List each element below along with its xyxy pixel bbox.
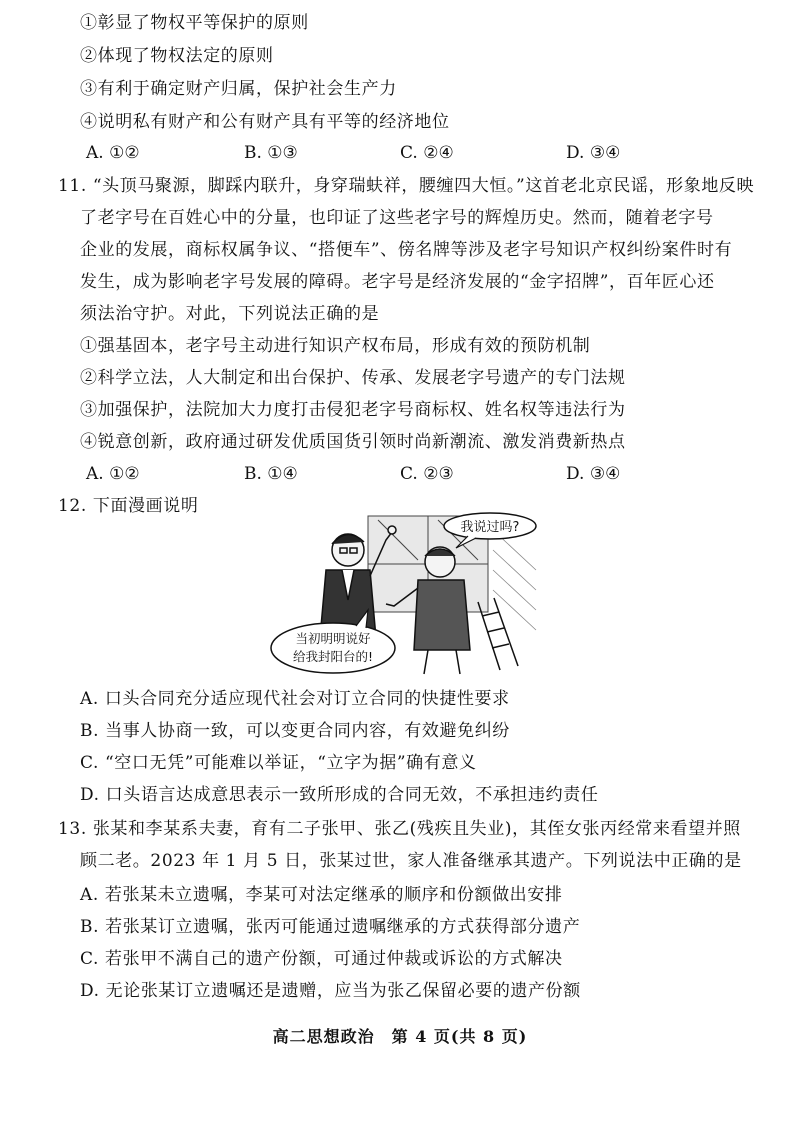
q10-statement-3: ③有利于确定财产归属，保护社会生产力 [80,79,397,99]
q10-option-c: C. ②④ [400,143,454,163]
q13-option-c: C. 若张甲不满自己的遗产份额，可通过仲裁或诉讼的方式解决 [80,949,563,969]
q11-stem-line-5: 须法治守护。对此，下列说法正确的是 [80,304,380,324]
q11-stem-line-3: 企业的发展，商标权属争议、“搭便车”、傍名牌等涉及老字号知识产权纠纷案件时有 [80,240,733,260]
q11-option-d: D. ③④ [566,464,621,484]
q13-option-d: D. 无论张某订立遗嘱还是遗赠，应当为张乙保留必要的遗产份额 [80,981,581,1001]
q10-statement-1: ①彰显了物权平等保护的原则 [80,13,309,33]
q12-option-a: A. 口头合同充分适应现代社会对订立合同的快捷性要求 [80,689,510,709]
page-footer: 高二思想政治 第 4 页(共 8 页) [272,1027,528,1046]
q11-option-a: A. ①② [86,464,140,484]
q13-option-a: A. 若张某未立遗嘱，李某可对法定继承的顺序和份额做出安排 [80,885,563,905]
q10-option-d: D. ③④ [566,143,621,163]
comic-bubble-bottom-line1: 当初明明说好 [295,631,371,646]
q11-stem-line-2: 了老字号在百姓心中的分量，也印证了这些老字号的辉煌历史。然而，随着老字号 [80,208,714,228]
q12-option-d: D. 口头语言达成意思表示一致所形成的合同无效，不承担违约责任 [80,785,599,805]
q10-option-a: A. ①② [86,143,140,163]
q10-statement-4: ④说明私有财产和公有财产具有平等的经济地位 [80,112,450,132]
q11-statement-2: ②科学立法，人大制定和出台保护、传承、发展老字号遗产的专门法规 [80,368,626,388]
q11-statement-1: ①强基固本，老字号主动进行知识产权布局，形成有效的预防机制 [80,336,591,356]
q11-option-b: B. ①④ [244,464,298,484]
comic-bubble-bottom-line2: 给我封阳台的! [292,649,374,664]
q13-option-b: B. 若张某订立遗嘱，张丙可能通过遗嘱继承的方式获得部分遗产 [80,917,581,937]
q12-option-c: C. “空口无凭”可能难以举证，“立字为据”确有意义 [80,753,477,773]
q11-statement-3: ③加强保护，法院加大力度打击侵犯老字号商标权、姓名权等违法行为 [80,400,626,420]
q11-option-c: C. ②③ [400,464,454,484]
q12-option-b: B. 当事人协商一致，可以变更合同内容，有效避免纠纷 [80,721,510,741]
q13-stem-line-1: 13. 张某和李某系夫妻，育有二子张甲、张乙(残疾且失业)，其侄女张丙经常来看望并照 [58,819,741,839]
q10-option-b: B. ①③ [244,143,298,163]
q11-statement-4: ④锐意创新，政府通过研发优质国货引领时尚新潮流、激发消费新热点 [80,432,626,452]
q13-stem-line-2: 顾二老。2023 年 1 月 5 日，张某过世，家人准备继承其遗产。下列说法中正确的是 [80,851,742,871]
q12-stem: 12. 下面漫画说明 [58,496,199,516]
comic-illustration [268,510,540,678]
q10-statement-2: ②体现了物权法定的原则 [80,46,274,66]
q11-stem-line-1: 11. “头顶马聚源，脚踩内联升，身穿瑞蚨祥，腰缠四大恒。”这首老北京民谣，形象地反映 [58,176,755,196]
q11-stem-line-4: 发生，成为影响老字号发展的障碍。老字号是经济发展的“金字招牌”，百年匠心还 [80,272,715,292]
comic-bubble-top-text: 我说过吗? [460,520,520,535]
